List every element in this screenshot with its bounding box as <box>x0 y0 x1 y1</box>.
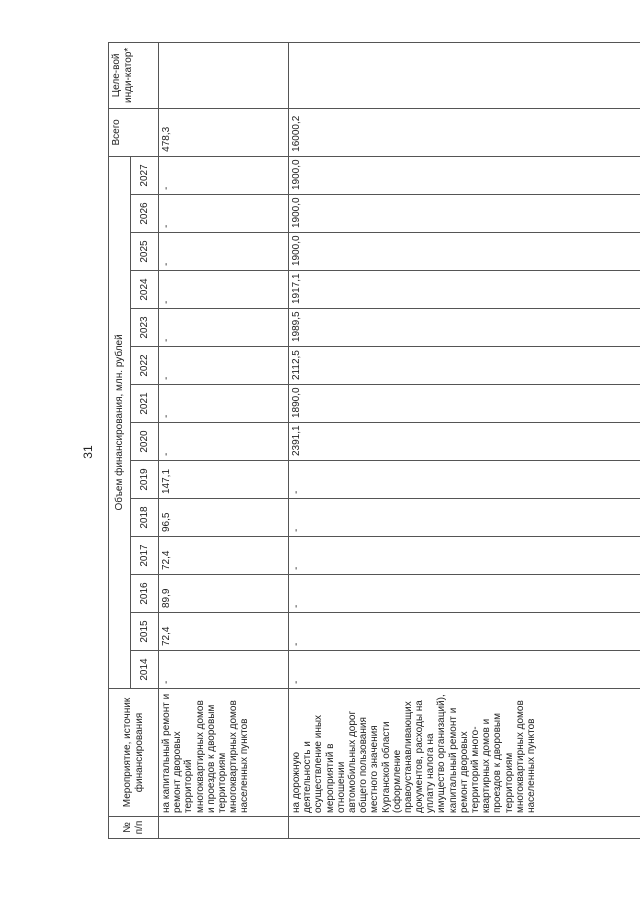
row-target <box>289 42 640 108</box>
row-value: 1900,0 <box>289 233 640 271</box>
row-target <box>159 42 289 108</box>
row-value: - <box>159 651 289 689</box>
row-value: - <box>159 195 289 233</box>
row-value: - <box>159 423 289 461</box>
header-num: № п/п <box>109 817 159 839</box>
row-value: - <box>159 271 289 309</box>
row-value: - <box>289 613 640 651</box>
row-value: - <box>289 461 640 499</box>
row-value: - <box>159 156 289 194</box>
row-value: 1917,1 <box>289 271 640 309</box>
rotated-table-wrapper <box>108 43 640 839</box>
header-year: 2022 <box>131 347 159 385</box>
header-year: 2014 <box>131 651 159 689</box>
row-value: 1900,0 <box>289 156 640 194</box>
row-value: 96,5 <box>159 499 289 537</box>
table-row <box>289 42 640 838</box>
header-year: 2018 <box>131 499 159 537</box>
header-activity: Мероприятие, источник финансирования <box>109 689 159 817</box>
row-activity: на капитальный ремонт и ремонт дворовых территорий многоквартирных домов и проездов к дворовым территориям многоквартирных домов населенных пунктов <box>159 689 289 817</box>
row-value: 2112,5 <box>289 347 640 385</box>
header-year: 2025 <box>131 233 159 271</box>
row-value: 72,4 <box>159 537 289 575</box>
header-year: 2016 <box>131 575 159 613</box>
header-year: 2026 <box>131 195 159 233</box>
header-year: 2020 <box>131 423 159 461</box>
page-number: 31 <box>81 445 95 459</box>
row-value: 72,4 <box>159 613 289 651</box>
row-value: 1890,0 <box>289 385 640 423</box>
header-volume: Объем финансирования, млн. рублей <box>109 156 131 688</box>
row-value: - <box>289 499 640 537</box>
header-target: Целе-вой инди-катор* <box>109 42 159 108</box>
row-value: 2391,1 <box>289 423 640 461</box>
row-value: 147,1 <box>159 461 289 499</box>
header-row-1 <box>109 42 131 838</box>
row-value: 1989,5 <box>289 309 640 347</box>
header-year: 2023 <box>131 309 159 347</box>
header-year: 2027 <box>131 156 159 194</box>
row-num <box>159 817 289 839</box>
header-year: 2017 <box>131 537 159 575</box>
row-value: - <box>159 347 289 385</box>
row-value: - <box>159 309 289 347</box>
header-year: 2024 <box>131 271 159 309</box>
row-num <box>289 817 640 839</box>
row-value: - <box>289 651 640 689</box>
header-year: 2019 <box>131 461 159 499</box>
financing-table <box>108 42 640 839</box>
row-activity: на дорожную деятельность и осуществление иных мероприятий в отношении автомобильных дорог общего пользования местного значения Курганской области (оформление правоустанавливающих документов, расходы на уплату налога на имущество организаций), капитальный ремонт и ремонт дворовых территорий много-квартирных домов и проездов к дворовым территориям многоквартирных домов населенных пунктов <box>289 689 640 817</box>
table-row <box>159 42 289 838</box>
row-value: - <box>159 385 289 423</box>
row-total: 16000,2 <box>289 108 640 156</box>
row-value: - <box>159 233 289 271</box>
header-year: 2015 <box>131 613 159 651</box>
row-value: - <box>289 575 640 613</box>
row-value: 89,9 <box>159 575 289 613</box>
header-total: Всего <box>109 108 159 156</box>
row-total: 478,3 <box>159 108 289 156</box>
header-year: 2021 <box>131 385 159 423</box>
row-value: - <box>289 537 640 575</box>
row-value: 1900,0 <box>289 195 640 233</box>
